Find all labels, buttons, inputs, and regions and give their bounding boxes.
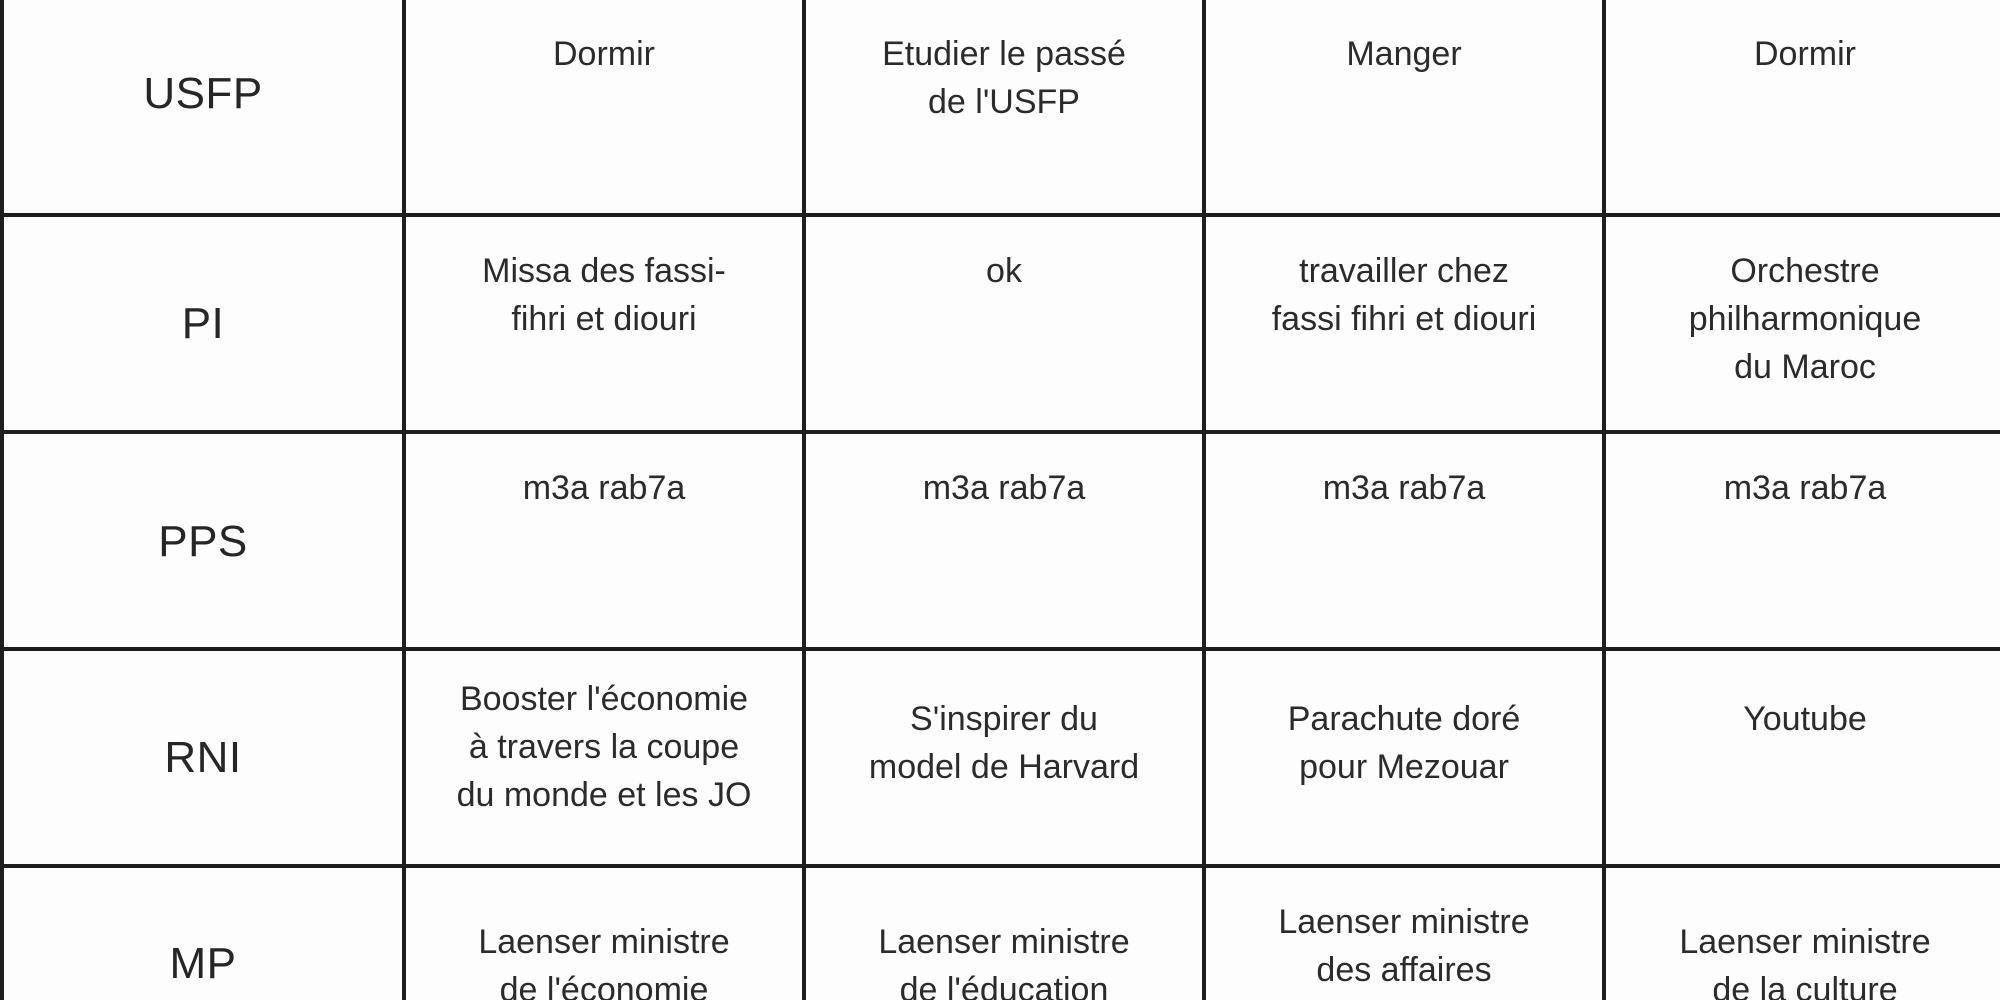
- table-cell: [1604, 215, 2000, 432]
- cell-text: m3a rab7a: [522, 469, 686, 507]
- table-cell: [804, 215, 1204, 432]
- cell-text: Laenser ministre des affaires: [1278, 903, 1530, 989]
- table-cell: [404, 0, 804, 215]
- cell-text: travailler chez fassi fihri et diouri: [1271, 252, 1537, 338]
- table-cell: [404, 866, 804, 1000]
- cell-text: Manger: [1346, 35, 1462, 73]
- party-label: USFP: [143, 69, 263, 118]
- table-row-rni: [2, 649, 2000, 866]
- table-cell: [1604, 432, 2000, 649]
- table-cell: [1604, 649, 2000, 866]
- cell-text: Laenser ministre de la culture: [1679, 923, 1931, 1000]
- table-cell: [404, 649, 804, 866]
- table-cell: [1204, 866, 1604, 1000]
- table-row-pi: [2, 215, 2000, 432]
- table-cell: [804, 649, 1204, 866]
- cell-text: Etudier le passé de l'USFP: [882, 35, 1126, 121]
- cell-text: Dormir: [1754, 35, 1856, 73]
- cell-text: ok: [986, 252, 1022, 290]
- table-row-pps: [2, 432, 2000, 649]
- table-cell: [1204, 215, 1604, 432]
- cell-text: m3a rab7a: [1322, 469, 1486, 507]
- table-cell: [804, 866, 1204, 1000]
- cell-text: S'inspirer du model de Harvard: [868, 700, 1140, 786]
- table-cell: [404, 432, 804, 649]
- cell-text: Missa des fassi- fihri et diouri: [482, 252, 726, 338]
- cell-text: m3a rab7a: [1723, 469, 1887, 507]
- party-label-cell: [2, 432, 404, 649]
- party-label-cell: [2, 649, 404, 866]
- table-cell: [1204, 432, 1604, 649]
- table-cell: [804, 432, 1204, 649]
- cell-text: Orchestre philharmonique du Maroc: [1688, 252, 1922, 386]
- table-cell: [1204, 0, 1604, 215]
- cell-text: Dormir: [553, 35, 655, 73]
- cell-text: Youtube: [1743, 700, 1867, 738]
- table-cell: [1204, 649, 1604, 866]
- party-label-cell: [2, 0, 404, 215]
- party-label: PPS: [158, 517, 248, 566]
- table-cell: [804, 0, 1204, 215]
- cell-text: m3a rab7a: [922, 469, 1086, 507]
- table-cell: [1604, 0, 2000, 215]
- table-cell: [404, 215, 804, 432]
- party-label: MP: [169, 939, 237, 988]
- table-row-usfp: [2, 0, 2000, 215]
- cell-text: Parachute doré pour Mezouar: [1287, 700, 1521, 786]
- cell-text: Booster l'économie à travers la coupe du monde et les JO: [456, 680, 752, 814]
- cell-text: Laenser ministre de l'éducation: [878, 923, 1130, 1000]
- cell-text: Laenser ministre de l'économie: [478, 923, 730, 1000]
- party-label-cell: [2, 866, 404, 1000]
- party-label: RNI: [164, 732, 242, 782]
- party-label: PI: [181, 298, 225, 348]
- table-cell: [1604, 866, 2000, 1000]
- table-row-mp: [2, 866, 2000, 1000]
- party-label-cell: [2, 215, 404, 432]
